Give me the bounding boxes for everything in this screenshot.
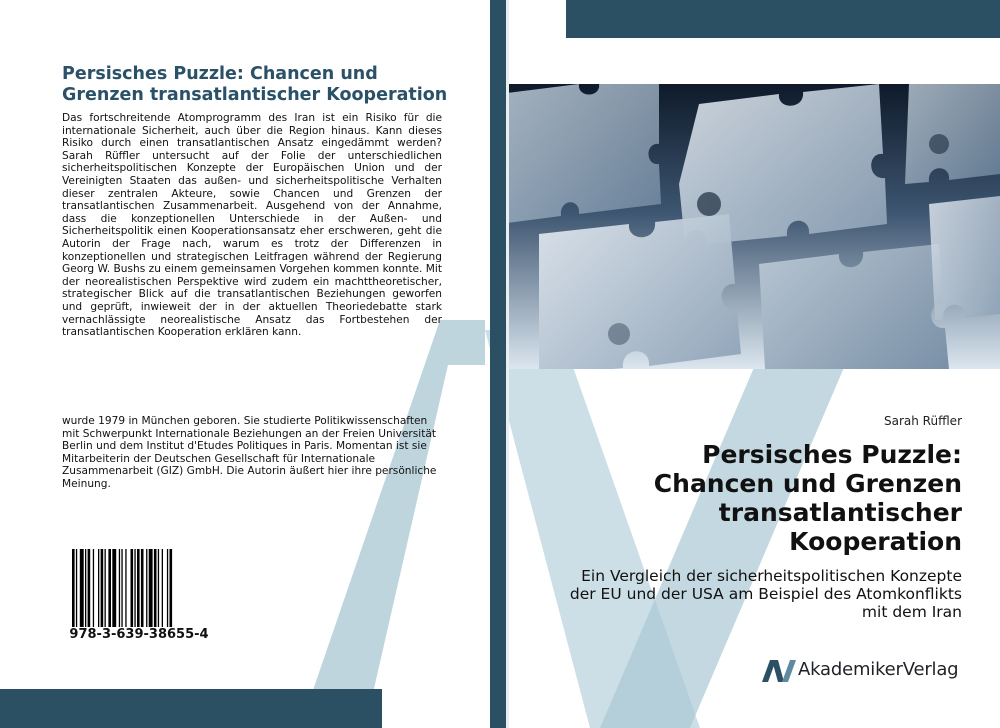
barcode-bar xyxy=(88,549,91,627)
barcode-bar xyxy=(112,549,116,627)
barcode-bar xyxy=(170,549,173,627)
front-title-line: Chancen und Grenzen xyxy=(653,469,962,498)
front-subtitle-line: mit dem Iran xyxy=(861,603,962,621)
barcode-bar xyxy=(80,549,84,627)
puzzle-pieces-photo xyxy=(509,84,1000,369)
barcode-bar xyxy=(154,549,157,627)
front-subtitle-line: Ein Vergleich der sicherheitspolitischen Konzepte xyxy=(581,567,962,585)
puzzle-piece xyxy=(905,84,1000,184)
barcode-bar xyxy=(108,549,111,627)
barcode-bar xyxy=(93,549,94,627)
puzzle-hole xyxy=(697,192,721,216)
barcode-bar xyxy=(141,549,144,627)
barcode-bar xyxy=(146,549,147,627)
barcode-bar xyxy=(85,549,86,627)
barcode-bar xyxy=(134,549,135,627)
barcode-bar xyxy=(76,549,77,627)
barcode-bar xyxy=(149,549,153,627)
barcode-bar xyxy=(162,549,163,627)
front-cover-title xyxy=(522,440,962,556)
back-cover-blurb: Das fortschreitende Atomprogramm des Iran ist ein Risiko für die internationale Sicherheit, auch über die Region hinaus. Kann dieses Risiko durch einen transatlantischen Ansatz eingedämmt werden? Sarah Rüffler untersucht auf der Folie der unterschiedlichen sicherheitspolitischen Konzepte der Europäischen Union und der Vereinigten Staaten das außen- und sicherheitspolitische Verhalten dieser zentralen Akteure, sowie Chancen und Grenzen der transatlantischen Zusammenarbeit. Ausgehend von der Annahme, dass die konzeptionellen Unterschiede in der Außen- und Sicherheitspolitik einen Kooperationsansatz eher erschweren, geht die Autorin der Frage nach, warum es trotz der Differenzen in konzeptionellen und strategischen Leitfragen während der Regierung Georg W. Bushs zu einem gemeinsamen Vorgehen kommen konnte. Mit der neorealistischen Perspektive wird zudem ein machttheoretischer, strategischer Blick auf die transatlantischen Beziehungen geworfen und geprüft, inwieweit der in der aktuellen Theoriedebatte stark vernachlässigte neorealistische Ansatz das Fortbestehen der transatlantischen Kooperation erklären kann. xyxy=(62,112,442,339)
barcode-bar xyxy=(158,549,159,627)
barcode-bar xyxy=(98,549,99,627)
front-top-bar xyxy=(566,0,1000,38)
puzzle-piece xyxy=(929,196,1000,320)
front-title-line: Persisches Puzzle: xyxy=(702,440,962,469)
back-bottom-bar xyxy=(0,689,382,728)
barcode-bar xyxy=(167,549,168,627)
publisher-brand xyxy=(760,654,965,686)
back-cover-title: Persisches Puzzle: Chancen und Grenzen transatlantischer Kooperation xyxy=(62,64,448,105)
barcode-bar xyxy=(125,549,126,627)
puzzle-piece xyxy=(509,84,661,224)
barcode-bar xyxy=(101,549,104,627)
front-author-name: Sarah Rüffler xyxy=(884,414,962,428)
barcode-bar xyxy=(72,549,75,627)
front-title-line: Kooperation xyxy=(789,527,962,556)
book-spine xyxy=(490,0,506,728)
barcode-bar xyxy=(121,549,122,627)
barcode-bar xyxy=(119,549,120,627)
barcode-bar xyxy=(105,549,106,627)
barcode-block xyxy=(64,543,214,647)
publisher-name: AkademikerVerlag xyxy=(798,659,959,680)
av-logo-icon xyxy=(760,654,796,684)
watermark-shape-left xyxy=(300,320,485,728)
barcode-bar xyxy=(131,549,134,627)
puzzle-hole xyxy=(929,134,949,154)
barcode-bar xyxy=(137,549,140,627)
barcode xyxy=(70,549,208,627)
front-title-line: transatlantischer xyxy=(718,498,962,527)
puzzle-hole xyxy=(608,323,630,345)
author-bio: wurde 1979 in München geboren. Sie studierte Politikwissenschaften mit Schwerpunkt Internationale Beziehungen an der Freien Universität Berlin und dem Institut d'Etudes Politiques in Paris. Momentan ist sie Mitarbeiterin der Deutschen Gesellschaft für Internationale Zusammenarbeit (GIZ) GmbH. Die Autorin äußert hier ihre persönliche Meinung. xyxy=(62,415,437,490)
puzzle-piece xyxy=(539,214,741,369)
isbn-number: 978-3-639-38655-4 xyxy=(69,627,209,642)
front-subtitle-line: der EU und der USA am Beispiel des Atomkonflikts xyxy=(569,585,962,603)
front-cover-subtitle xyxy=(522,567,962,621)
